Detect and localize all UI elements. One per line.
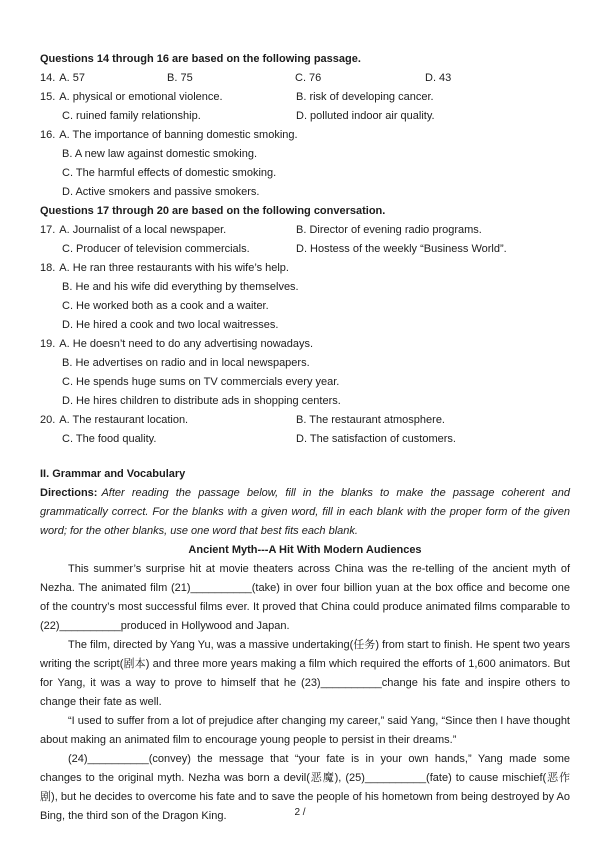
- directions-paragraph: [40, 484, 570, 541]
- question-19-option-b: B. He advertises on radio and in local newspapers.: [62, 357, 310, 369]
- question-17-option-c: C. Producer of television commercials.: [62, 243, 250, 255]
- question-20-row-ab: [40, 411, 570, 430]
- directions-label: Directions:: [40, 487, 98, 499]
- question-17-option-a: 17. A. Journalist of a local newspaper.: [40, 224, 227, 236]
- question-17-option-b: B. Director of evening radio programs.: [296, 224, 482, 236]
- question-16-option-d: D. Active smokers and passive smokers.: [62, 186, 260, 198]
- question-15-row-ab: [40, 88, 570, 107]
- question-number: 19.: [40, 338, 56, 350]
- grammar-section: [40, 465, 570, 826]
- question-14-option-b: B. 75: [167, 72, 193, 84]
- passage-paragraph-4: (24)__________(convey) the message that “your fate is in your own hands,” Yang made some changes to the original myth. Nezha was born a devil(恶魔), (25)__________(fate) to cause mischief(恶作剧), but he decides to overcome his fate and to save the people of his hometown from being destroyed by Ao Bing, the third son of the Dragon King.: [40, 753, 570, 822]
- question-20-option-b: B. The restaurant atmosphere.: [296, 414, 445, 426]
- question-19-option-c: C. He spends huge sums on TV commercials every year.: [62, 376, 340, 388]
- question-18-option-b: B. He and his wife did everything by themselves.: [62, 281, 299, 293]
- question-14: [40, 69, 570, 88]
- question-14-option-d: D. 43: [425, 72, 452, 84]
- question-20-row-cd: [40, 430, 570, 449]
- question-20-option-d: D. The satisfaction of customers.: [296, 433, 456, 445]
- question-number: 18.: [40, 262, 56, 274]
- question-number: 14.: [40, 72, 56, 84]
- question-19-option-d: D. He hires children to distribute ads in shopping centers.: [62, 395, 341, 407]
- question-19-option-a: 19. A. He doesn’t need to do any advertising nowadays.: [40, 338, 314, 350]
- question-number: 16.: [40, 129, 56, 141]
- passage-paragraph-1: This summer’s surprise hit at movie theaters across China was the re-telling of the ancient myth of Nezha. The animated film (21)__________(take) in over four billion yuan at the box office and become one of the country’s most successful films ever. It proved that China could produce animated films comparable to (22)__________produced in Hollywood and Japan.: [40, 563, 570, 632]
- page-number: 2 /: [294, 807, 306, 818]
- section-heading-questions-14-16: Questions 14 through 16 are based on the following passage.: [40, 53, 361, 65]
- question-15-option-b: B. risk of developing cancer.: [296, 91, 434, 103]
- section-heading-questions-17-20: Questions 17 through 20 are based on the following conversation.: [40, 205, 386, 217]
- question-number: 17.: [40, 224, 56, 236]
- question-18-option-d: D. He hired a cook and two local waitresses.: [62, 319, 279, 331]
- question-number: 15.: [40, 91, 56, 103]
- question-20-option-a: 20. A. The restaurant location.: [40, 414, 189, 426]
- question-15-option-c: C. ruined family relationship.: [62, 110, 201, 122]
- passage-paragraph-3: “I used to suffer from a lot of prejudice after changing my career,” said Yang, “Since then I have thought about making an animated film to encourage young people to persist in their dreams.”: [40, 715, 570, 746]
- passage-paragraph-2: The film, directed by Yang Yu, was a massive undertaking(任务) from start to finish. He spent two years writing the script(剧本) and three more years making a film which required the efforts of 1,600 animators. But for Yang, it was a way to prove to himself that he (23)__________change his fate and inspire others to change their fate as well.: [40, 639, 570, 708]
- grammar-section-heading: II. Grammar and Vocabulary: [40, 468, 186, 480]
- question-17-row-ab: [40, 221, 570, 240]
- passage-title: Ancient Myth---A Hit With Modern Audiences: [188, 544, 422, 556]
- question-18-option-c: C. He worked both as a cook and a waiter.: [62, 300, 269, 312]
- question-17-option-d: D. Hostess of the weekly “Business World”.: [296, 243, 507, 255]
- question-16-option-b: B. A new law against domestic smoking.: [62, 148, 258, 160]
- question-17-row-cd: [40, 240, 570, 259]
- question-16-option-a: 16. A. The importance of banning domestic smoking.: [40, 129, 298, 141]
- question-14-option-a: 14. A. 57: [40, 72, 85, 84]
- question-15-row-cd: [40, 107, 570, 126]
- directions-text: After reading the passage below, fill in the blanks to make the passage coherent and grammatically correct. For the blanks with a given word, fill in each blank with the proper form of the given word; for the other blanks, use one word that best fits each blank.: [40, 487, 570, 537]
- question-16-option-c: C. The harmful effects of domestic smoking.: [62, 167, 277, 179]
- question-number: 20.: [40, 414, 56, 426]
- question-14-option-c: C. 76: [295, 72, 322, 84]
- question-15-option-d: D. polluted indoor air quality.: [296, 110, 435, 122]
- question-15-option-a: 15. A. physical or emotional violence.: [40, 91, 223, 103]
- question-18-option-a: 18. A. He ran three restaurants with his wife’s help.: [40, 262, 289, 274]
- question-20-option-c: C. The food quality.: [62, 433, 157, 445]
